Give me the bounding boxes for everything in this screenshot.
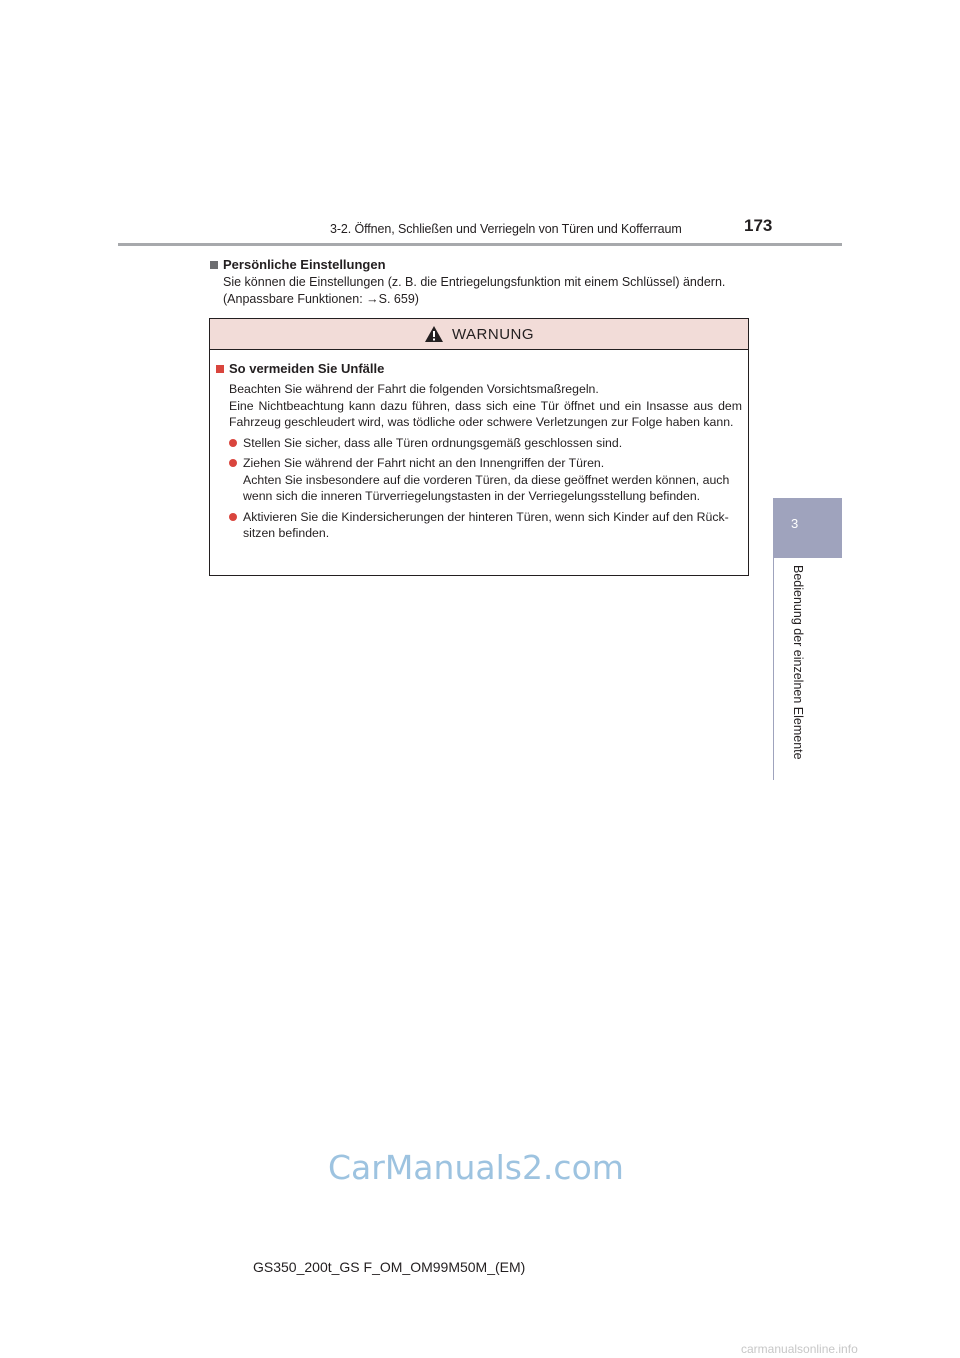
dot-bullet-icon [229,459,237,467]
warning-list [216,435,742,542]
warning-intro [216,381,742,431]
list-item [216,435,742,452]
warning-triangle-icon [424,325,444,343]
footer-site: carmanualsonline.info [741,1342,858,1356]
personal-settings-heading [210,256,750,274]
personal-settings-heading-text: Persönliche Einstellungen [223,257,386,272]
chapter-tab [773,498,842,558]
dot-bullet-icon [229,439,237,447]
warning-subheading-text: So vermeiden Sie Unfälle [229,361,385,376]
list-item [216,455,742,505]
list-item [216,509,742,542]
list-item-text: Aktivieren Sie die Kindersicherungen der hinteren Türen, wenn sich Kinder auf den Rück-sitzen befinden. [243,509,729,540]
personal-settings-line1: Sie können die Einstellungen (z. B. die Entriegelungsfunktion mit einem Schlüssel) ändern. [223,275,726,289]
warning-intro-line1: Beachten Sie während der Fahrt die folgenden Vorsichtsmaßregeln. [229,382,599,396]
header-divider [118,243,842,246]
list-item-text: Ziehen Sie während der Fahrt nicht an den Innengriffen der Türen. [243,456,605,470]
warning-title: WARNUNG [451,325,535,343]
chapter-number: 3 [791,516,799,531]
warning-box [209,318,749,576]
personal-settings-line2: (Anpassbare Funktionen: →S. 659) [223,292,419,306]
square-bullet-icon [216,365,224,373]
list-item-text: Stellen Sie sicher, dass alle Türen ordnungsgemäß geschlossen sind. [243,435,623,450]
warning-header [210,319,748,350]
square-bullet-icon [210,261,218,269]
personal-settings-text [210,274,750,308]
warning-subheading [216,360,742,378]
list-item-text-2: Achten Sie insbesondere auf die vorderen Türen, da diese geöffnet werden können, auch wenn sich die inneren Türverriegelungstasten in der Verriegelungsstellung befinden. [243,472,730,503]
footer-doc-id: GS350_200t_GS F_OM_OM99M50M_(EM) [253,1259,526,1275]
section-title: 3-2. Öffnen, Schließen und Verriegeln von Türen und Kofferraum [330,222,682,236]
dot-bullet-icon [229,513,237,521]
warning-intro-line2: Eine Nichtbeachtung kann dazu führen, dass sich eine Tür öffnet und ein Insasse aus dem Fahrzeug geschleudert wird, was tödliche oder schwere Verletzungen zur Folge haben kann. [229,398,742,429]
chapter-line [773,558,774,780]
personal-settings-section [210,256,750,308]
watermark: CarManuals2.com [328,1148,624,1187]
warning-body [210,350,748,542]
page-number: 173 [744,216,773,235]
chapter-label: Bedienung der einzelnen Elemente [791,565,805,760]
